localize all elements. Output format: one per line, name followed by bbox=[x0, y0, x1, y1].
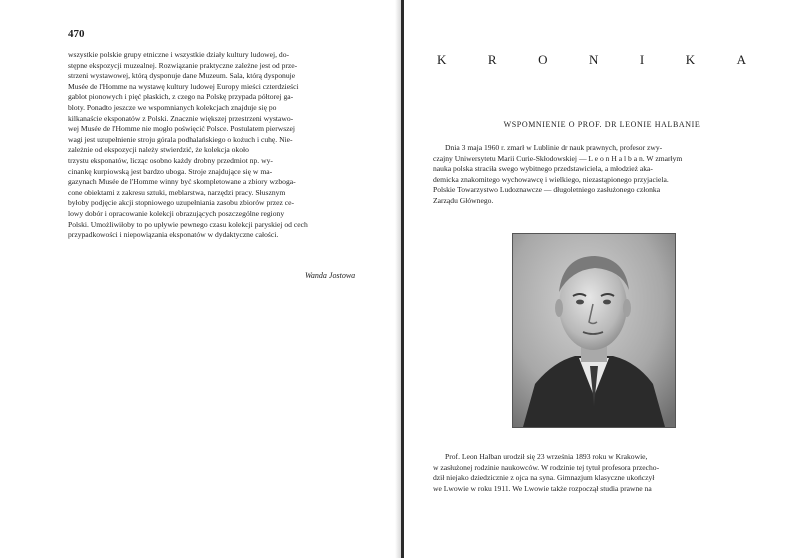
section-letter: A bbox=[736, 52, 747, 67]
text-line: lowy dobór i opracowanie kolekcji obrazujących poszczególne regiony bbox=[68, 208, 285, 218]
section-letter: I bbox=[639, 52, 646, 67]
text-line: we Lwowie w roku 1911. We Lwowie także rozpoczął studia prawne na bbox=[433, 483, 652, 493]
text-line: przypadkowości i niepowiązania eksponatów w dydaktyczne całości. bbox=[68, 230, 279, 240]
author-signature: Wanda Jostowa bbox=[305, 271, 356, 280]
text-line: Polski. Umożliwiłoby to po upływie pewnego czasu kolekcji paryskiej od cech bbox=[68, 219, 308, 229]
article-title: WSPOMNIENIE O PROF. DR LEONIE HALBANIE bbox=[503, 120, 701, 129]
text-line: kilkanaście eksponatów z Polski. Znacznie większej przestrzeni wystawo- bbox=[68, 113, 294, 123]
text-line: demicka znakomitego wychowawcę i wielkiego, niezastąpionego przyjaciela. bbox=[433, 174, 669, 184]
left-body-text bbox=[68, 50, 388, 241]
text-line: trzystu eksponatów, licząc osobno każdy drobny przedmiot np. wy- bbox=[68, 155, 273, 165]
text-line: byłoby podjęcie akcji stopniowego uzupełniania zasobu zbiorów przez ce- bbox=[68, 198, 295, 208]
section-letter: O bbox=[538, 52, 549, 67]
text-line: zależnie od ekspozycji należy stwierdzić, że kolekcja około bbox=[68, 145, 249, 155]
text-line: czajny Uniwersytetu Marii Curie-Skłodowskiej — L e o n H a l b a n. W zmarłym bbox=[433, 153, 683, 163]
text-line: cinankę kurpiowską jest bardzo uboga. Stroje znajdujące się w ma- bbox=[68, 166, 273, 176]
section-letter: K bbox=[685, 52, 697, 67]
portrait-photo bbox=[512, 233, 676, 428]
text-line: wagi jest uzupełnienie stroju górala podhalańskiego o kożuch i cuhę. Nie- bbox=[68, 134, 293, 144]
text-line: wszystkie polskie grupy etniczne i wszystkie działy kultury ludowej, do- bbox=[68, 50, 290, 59]
text-line: stępne ekspozycji muzealnej. Rozwiązanie praktyczne zależne jest od prze- bbox=[68, 60, 298, 70]
section-letter: R bbox=[487, 52, 498, 67]
text-line: Prof. Leon Halban urodził się 23 września 1893 roku w Krakowie, bbox=[445, 452, 648, 461]
text-line: dził niejako dziedzicznie z ojca na syna. Gimnazjum klasyczne ukończył bbox=[433, 473, 655, 482]
section-letter: N bbox=[588, 52, 600, 67]
text-line: nauka polska straciła swego wybitnego przedstawiciela, a młodzież aka- bbox=[433, 164, 653, 173]
right-page bbox=[404, 0, 800, 558]
text-line: Musée de l'Homme na wystawę kultury ludowej Europy mieści czterdzieści bbox=[68, 81, 299, 91]
text-line: w zasłużonej rodzinie naukowców. W rodzinie tej tytuł profesora przecho- bbox=[433, 462, 660, 472]
text-line: gazynach Musée de l'Homme winny być skompletowane a zbiory wzboga- bbox=[68, 177, 296, 187]
body-paragraph bbox=[433, 452, 758, 494]
text-line: bloty. Ponadto jeszcze we wspomnianych kolekcjach znajduje się po bbox=[68, 102, 277, 112]
intro-paragraph bbox=[433, 143, 758, 206]
text-line: Polskie Towarzystwo Ludoznawcze — długoletniego zasłużonego członka bbox=[433, 185, 661, 194]
text-line: Zarządu Głównego. bbox=[433, 195, 494, 205]
section-letter: K bbox=[437, 52, 448, 67]
text-line: wej Musée de l'Homme nie mogło poświęcić Polsce. Postulatem pierwszej bbox=[68, 124, 296, 134]
portrait-illustration bbox=[513, 234, 675, 427]
text-line: Dnia 3 maja 1960 r. zmarł w Lublinie dr nauk prawnych, profesor zwy- bbox=[445, 143, 663, 152]
section-title bbox=[437, 52, 747, 68]
text-line: gablot pionowych i pięć płaskich, z czego na Polskę przypada półtorej ga- bbox=[68, 92, 294, 102]
text-line: cone obiektami z zakresu sztuki, meblarstwa, narzędzi pracy. Słusznym bbox=[68, 187, 286, 197]
page-number: 470 bbox=[68, 28, 85, 40]
text-line: strzeni wystawowej, którą dysponuje dane Muzeum. Sala, którą dysponuje bbox=[68, 71, 296, 81]
